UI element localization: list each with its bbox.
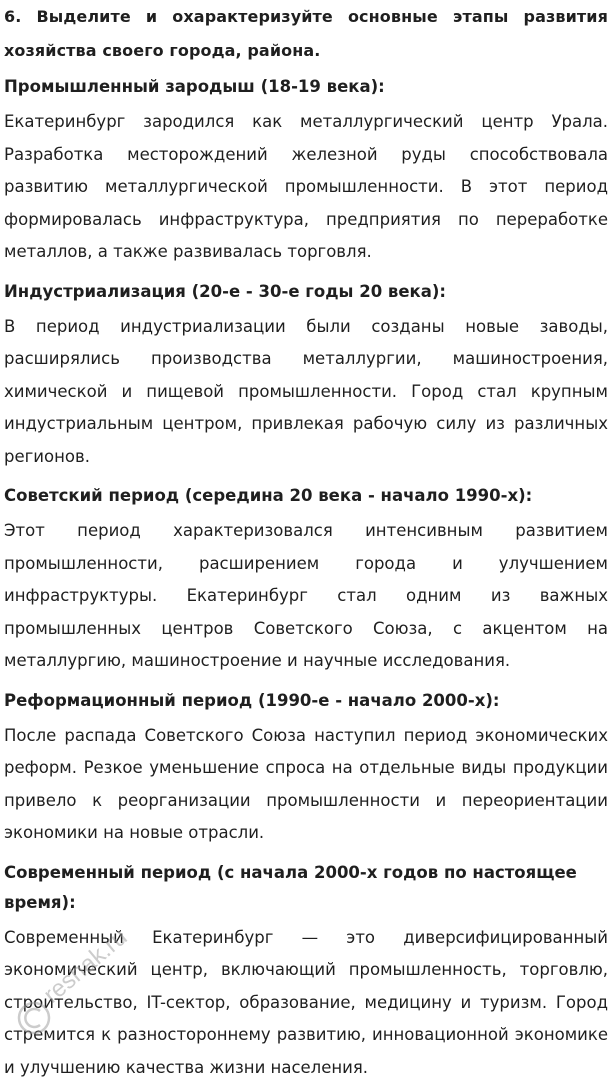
period-heading-industrial-origin: Промышленный зародыш (18-19 века): [4,68,608,106]
period-heading-soviet: Советский период (середина 20 века - начало 1990-х): [4,477,608,515]
period-text-soviet: Этот период характеризовался интенсивным развитием промышленности, расширением города и улучшением инфраструктуры. Екатеринбург стал одним из важных промышленных центров Советского Союза, с акцентом на металлургию, машиностроение и научные исследования. [4,515,608,682]
period-text-industrial-origin: Екатеринбург зародился как металлургический центр Урала. Разработка месторождений железной руды способствовала развитию металлургической промышленности. В этот период формировалась инфраструктура, предприятия по переработке металлов, а также развивалась торговля. [4,106,608,273]
task-title: 6. Выделите и охарактеризуйте основные этапы развития хозяйства своего города, района. [4,0,608,68]
period-heading-reform: Реформационный период (1990-е - начало 2000-х): [4,682,608,720]
period-heading-modern: Современный период (с начала 2000-х годов по настоящее время): [4,854,608,922]
period-heading-industrialization: Индустриализация (20-е - 30-е годы 20 века): [4,273,608,311]
watermark-text: reshak.ru [39,924,133,1009]
period-text-reform: После распада Советского Союза наступил период экономических реформ. Резкое уменьшение спроса на отдельные виды продукции привело к реорганизации промышленности и переориентации экономики на новые отрасли. [4,720,608,854]
document-page [4,0,608,1088]
period-text-modern: Современный Екатеринбург — это диверсифицированный экономический центр, включающий промышленность, торговлю, строительство, IT-сектор, образование, медицину и туризм. Город стремится к разностороннему развитию, инновационной экономике и улучшению качества жизни населения. [4,922,608,1088]
period-text-industrialization: В период индустриализации были созданы новые заводы, расширялись производства металлургии, машиностроения, химической и пищевой промышленности. Город стал крупным индустриальным центром, привлекая рабочую силу из различных регионов. [4,311,608,478]
